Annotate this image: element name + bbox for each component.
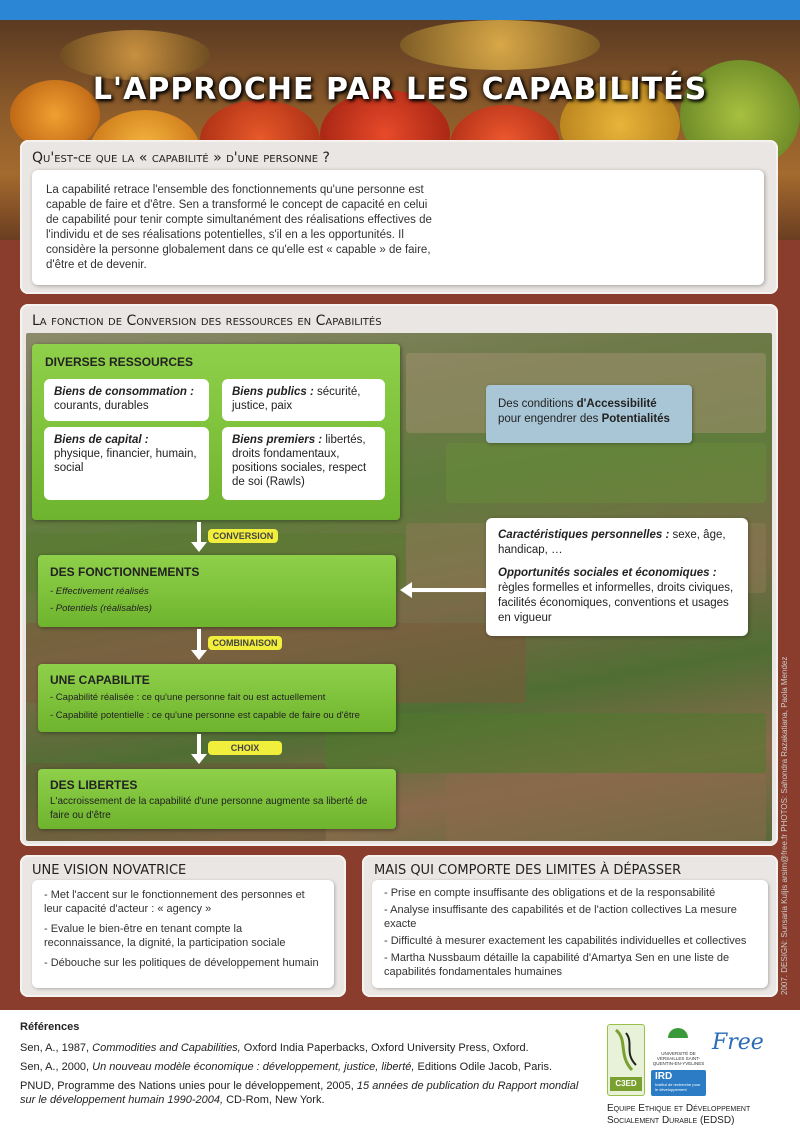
limits-list (372, 880, 768, 988)
free-logo (712, 1030, 774, 1070)
capability-definition-text: La capabilité retrace l'ensemble des fonctionnements qu'une personne est capable de faire et d'être. Sen a transformé le concept de capacité en celui de capabilité pour tenir compte simultanément des réalisations effectives de l'individu et de ses réalisations potentielles, s'il en a les opportunités. Il considère la personne globalement dans ce qu'elle est « capable » de faire, d'être et de devenir. (32, 170, 764, 285)
freedoms-title: DES LIBERTES (50, 778, 138, 792)
personal-characteristics-label: Caractéristiques personnelles : (498, 529, 670, 541)
flow-arrowhead (191, 754, 207, 764)
c3ed-logo (607, 1024, 645, 1096)
reference-item: Sen, A., 1987, Commodities and Capabilities, Oxford India Paperbacks, Oxford University Press, Oxford. (20, 1042, 529, 1054)
team-name (607, 1103, 797, 1127)
functionings-item-1: - Effectivement réalisés (50, 586, 149, 597)
capital-goods (44, 427, 209, 500)
flow-arrow (197, 629, 201, 651)
primary-goods-text: libertés, droits fondamentaux, positions sociales, respect de soi (Rawls) (232, 434, 367, 488)
conversion-tag: CONVERSION (208, 529, 278, 543)
personal-characteristics-text: sexe, âge, handicap, … (498, 529, 726, 556)
references (20, 1020, 590, 1112)
flow-arrowhead (191, 650, 207, 660)
characteristics-box (486, 518, 748, 636)
public-goods-text: sécurité, justice, paix (232, 386, 361, 412)
flow-arrow (197, 522, 201, 544)
uvsq-text: UNIVERSITÉ DE VERSAILLES SAINT-QUENTIN-EN-YVELINES (652, 1051, 705, 1066)
ird-text: IRD (655, 1071, 673, 1082)
reference-item: PNUD, Programme des Nations unies pour le développement, 2005, 15 années de publication du Rapport mondial sur le développement humain 1990-2004, CD-Rom, New York. (20, 1080, 579, 1106)
public-goods-label: Biens publics : (232, 386, 314, 398)
choice-tag: CHOIX (208, 741, 282, 755)
top-bar (0, 0, 800, 20)
consumption-text: courants, durables (54, 400, 149, 412)
references-title: Références (20, 1021, 80, 1033)
consumption-label: Biens de consommation : (54, 386, 194, 398)
vision-heading: UNE VISION NOVATRICE (32, 863, 187, 878)
accessibility-bold-2: Potentialités (601, 413, 670, 425)
page-title: L'APPROCHE PAR LES CAPABILITÉS (92, 72, 708, 107)
limits-item: - Analyse insuffisante des capabilités et de l'action collectives La mesure exacte (384, 904, 737, 930)
vision-item: - Débouche sur les politiques de développement humain (44, 957, 319, 969)
public-goods (222, 379, 385, 421)
limits-heading: MAIS QUI COMPORTE DES LIMITES À DÉPASSER (374, 863, 682, 878)
vision-list (32, 880, 334, 988)
combination-tag: COMBINAISON (208, 636, 282, 650)
primary-goods (222, 427, 385, 500)
capability-item-2: - Capabilité potentielle : ce qu'une personne est capable de faire ou d'être (50, 710, 360, 721)
functionings-title: DES FONCTIONNEMENTS (50, 565, 200, 579)
accessibility-mid: pour engendrer des (498, 413, 602, 425)
freedoms-text: L'accroissement de la capabilité d'une personne augmente sa liberté de faire ou d'être (50, 796, 368, 821)
photo-credit: 2007. DESIGN: Sunsaria Kuljis arsim@free.fr PHOTOS: Sahondra Razakatiana, Paola Mendez (780, 656, 789, 995)
capability-item-1: - Capabilité réalisée : ce qu'une personne fait ou est actuellement (50, 692, 326, 703)
capability-box (38, 664, 396, 732)
accessibility-bold-1: d'Accessibilité (576, 398, 657, 410)
limits-item: - Prise en compte insuffisante des obligations et de la responsabilité (384, 887, 716, 899)
team-line-2: Socialement Durable (EDSD) (607, 1115, 735, 1126)
section-heading: Qu'est-ce que la « capabilité » d'une personne ? (32, 150, 330, 166)
freedoms-box (38, 769, 396, 829)
accessibility-box (486, 385, 692, 443)
c3ed-text: C3ED (610, 1077, 642, 1091)
resources-title: DIVERSES RESSOURCES (45, 355, 194, 369)
consumption-goods (44, 379, 209, 421)
vision-item: - Evalue le bien-être en tenant compte la reconnaissance, la dignité, la participation sociale (44, 923, 286, 949)
capital-goods-label: Biens de capital : (54, 434, 149, 446)
social-opportunities-text: règles formelles et informelles, droits civiques, facilités économiques, conventions et usages en vigueur (498, 582, 734, 624)
accessibility-pre: Des conditions (498, 398, 577, 410)
capital-goods-text: physique, financier, humain, social (54, 448, 197, 474)
vision-item: - Met l'accent sur le fonctionnement des personnes et leur capacité d'acteur : « agency » (44, 889, 305, 915)
functionings-box (38, 555, 396, 627)
flow-arrow (197, 734, 201, 756)
uvsq-logo (651, 1024, 706, 1066)
flow-arrowhead (191, 542, 207, 552)
primary-goods-label: Biens premiers : (232, 434, 323, 446)
ird-sub: Institut de recherche pour le développement (655, 1082, 701, 1092)
ird-logo (651, 1070, 706, 1096)
limits-item: - Martha Nussbaum détaille la capabilité d'Amartya Sen en une liste de capabilités fondamentales humaines (384, 952, 730, 978)
social-opportunities-label: Opportunités sociales et économiques : (498, 567, 717, 579)
limits-item: - Difficulté à mesurer exactement les capabilités individuelles et collectives (384, 935, 747, 947)
functionings-item-2: - Potentiels (réalisables) (50, 603, 152, 614)
section-heading: La fonction de Conversion des ressources en Capabilités (32, 313, 382, 329)
free-text: Free (712, 1030, 764, 1055)
characteristics-arrow (410, 588, 486, 592)
capability-title: UNE CAPABILITE (50, 673, 150, 687)
team-line-1: Equipe Ethique et Développement (607, 1103, 751, 1114)
reference-item: Sen, A., 2000, Un nouveau modèle économique : développement, justice, liberté, Editions Odile Jacob, Paris. (20, 1061, 553, 1073)
characteristics-arrowhead (400, 582, 412, 598)
